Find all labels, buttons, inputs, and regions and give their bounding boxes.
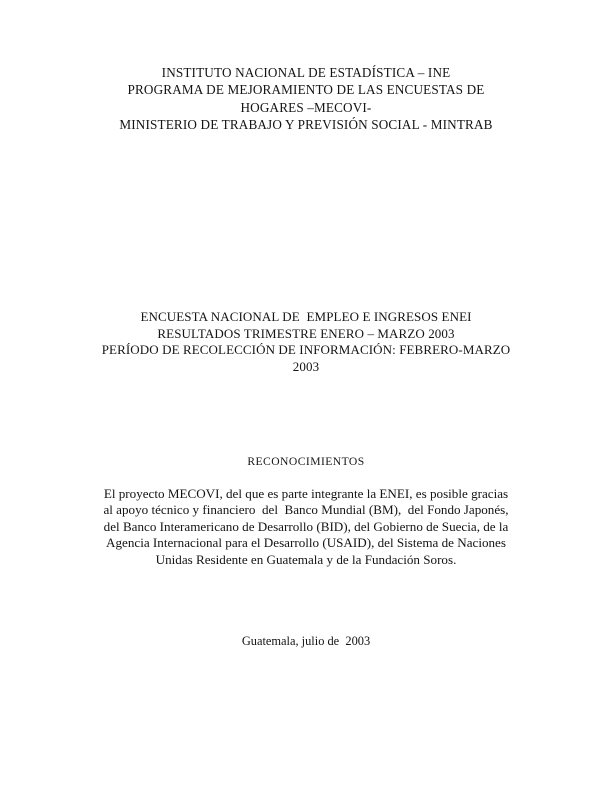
survey-title-collection-period: PERÍODO DE RECOLECCIÓN DE INFORMACIÓN: FEBRERO-MARZO	[101, 342, 511, 358]
imprint-place-date: Guatemala, julio de 2003	[241, 634, 371, 648]
masthead-line-institute: INSTITUTO NACIONAL DE ESTADÍSTICA – INE	[161, 65, 451, 80]
acknowledgements-line: del Banco Interamericano de Desarrollo (BID), del Gobierno de Suecia, de la	[103, 518, 509, 534]
survey-title-quarter: RESULTADOS TRIMESTRE ENERO – MARZO 2003	[157, 325, 455, 341]
masthead-line-ministry: MINISTERIO DE TRABAJO Y PREVISIÓN SOCIAL - MINTRAB	[119, 117, 493, 133]
masthead-line-mecovi: HOGARES –MECOVI-	[240, 99, 372, 115]
survey-title-year: 2003	[292, 358, 320, 374]
acknowledgements-heading: RECONOCIMIENTOS	[247, 455, 365, 468]
survey-title-block	[41, 309, 571, 375]
acknowledgements-line: al apoyo técnico y financiero del Banco Mundial (BM), del Fondo Japonés,	[103, 502, 509, 518]
acknowledgements-line: Unidas Residente en Guatemala y de la Fundación Soros.	[155, 551, 457, 567]
masthead-line-programme: PROGRAMA DE MEJORAMIENTO DE LAS ENCUESTAS DE	[127, 82, 485, 98]
survey-title-name: ENCUESTA NACIONAL DE EMPLEO E INGRESOS ENEI	[140, 309, 472, 324]
acknowledgements-line: Agencia Internacional para el Desarrollo (USAID), del Sistema de Naciones	[106, 535, 506, 551]
acknowledgements-body	[71, 486, 541, 568]
acknowledgements-line: El proyecto MECOVI, del que es parte integrante la ENEI, es posible gracias	[103, 486, 509, 501]
masthead-institutions	[46, 64, 566, 134]
